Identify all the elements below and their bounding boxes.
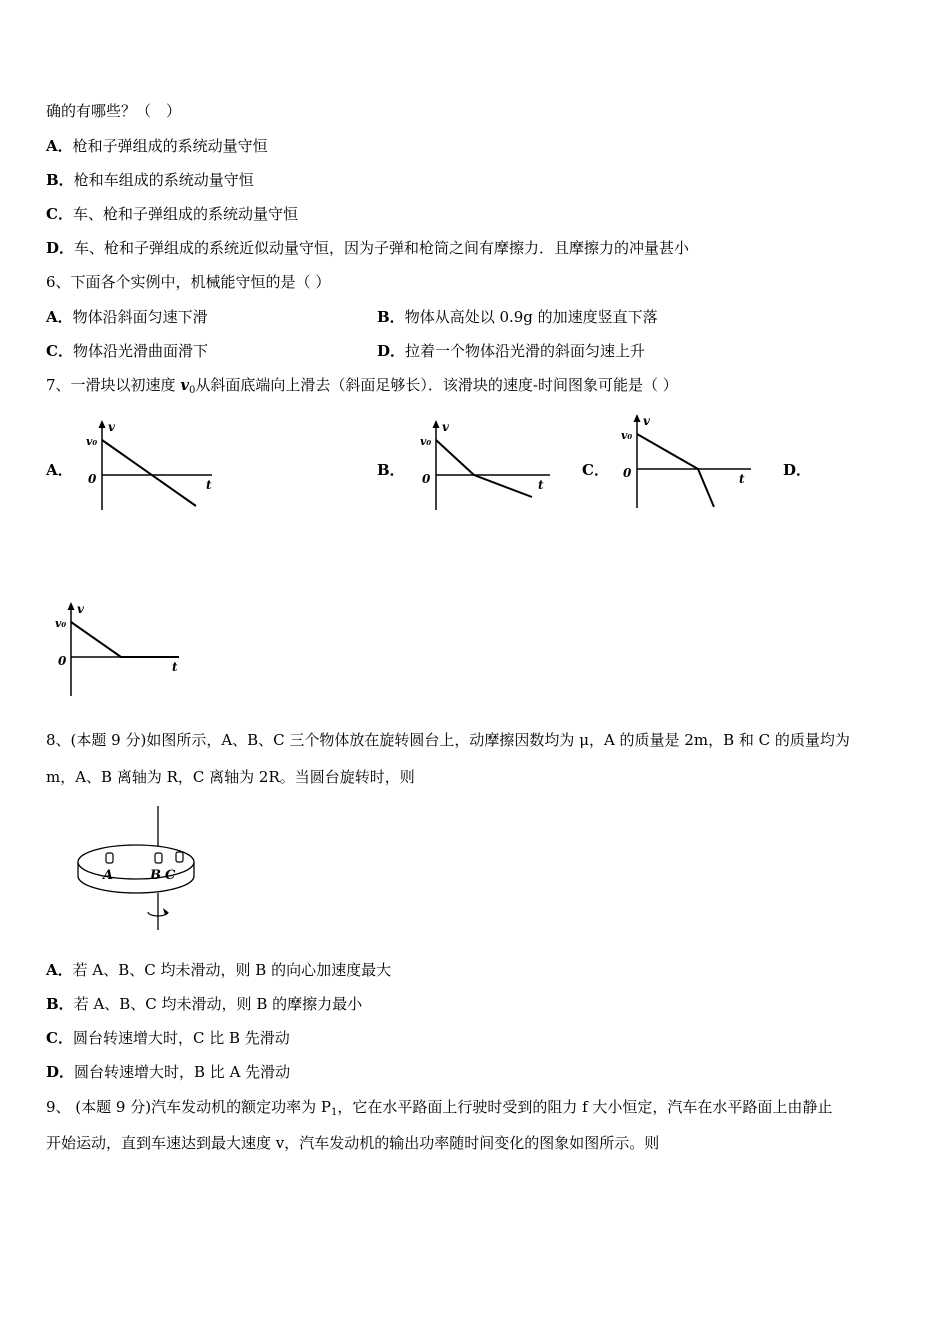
label-a: A xyxy=(103,868,114,883)
q6-option-b[interactable]: B．物体从高处以 0.9g 的加速度竖直下落 xyxy=(377,308,658,326)
axis-label-v: v xyxy=(442,420,449,434)
q7-graph-d[interactable] xyxy=(54,600,194,700)
q9-stem-line1: 9、 (本题 9 分)汽车发动机的额定功率为 $P_1$，它在水平路面上行驶时受到的阻力 f 大小恒定，汽车在水平路面上由静止 xyxy=(46,1098,833,1118)
q7-option-c-label[interactable]: C． xyxy=(582,461,609,479)
q7-graph-b[interactable] xyxy=(418,418,558,518)
label-origin: 0 xyxy=(88,472,97,486)
axis-label-t: t xyxy=(739,472,745,486)
label-origin: 0 xyxy=(422,472,431,486)
velocity-line xyxy=(637,434,714,507)
q6-stem: 6、下面各个实例中，机械能守恒的是（ ） xyxy=(46,273,331,291)
q6-option-d[interactable]: D．拉着一个物体沿光滑的斜面匀速上升 xyxy=(377,342,646,360)
q7-graph-c[interactable] xyxy=(619,412,759,512)
label-c: C xyxy=(165,868,176,883)
label-origin: 0 xyxy=(58,654,67,668)
label-v0: v₀ xyxy=(420,435,432,448)
q5-option-d[interactable]: D．车、枪和子弹组成的系统近似动量守恒，因为子弹和枪筒之间有摩擦力．且摩擦力的冲量甚小 xyxy=(46,239,690,257)
axis-label-t: t xyxy=(172,660,178,674)
y-axis-arrow-icon xyxy=(634,414,641,422)
label-b: B xyxy=(150,868,161,883)
velocity-line xyxy=(102,440,196,506)
axis-label-v: v xyxy=(643,414,650,428)
q8-option-d[interactable]: D．圆台转速增大时，B 比 A 先滑动 xyxy=(46,1063,291,1081)
q8-stem-line2: m，A、B 离轴为 R，C 离轴为 2R。当圆台旋转时，则 xyxy=(46,768,415,786)
label-origin: 0 xyxy=(623,466,632,480)
q7-option-b-label[interactable]: B． xyxy=(377,461,405,479)
velocity-line xyxy=(71,622,179,657)
q8-option-b[interactable]: B．若 A、B、C 均未滑动，则 B 的摩擦力最小 xyxy=(46,995,363,1013)
q7-stem: 7、一滑块以初速度 $v_0$从斜面底端向上滑去（斜面足够长）．该滑块的速度-时间图象可能是（ ） xyxy=(46,376,678,396)
q8-stem-line1: 8、(本题 9 分)如图所示，A、B、C 三个物体放在旋转圆台上，动摩擦因数均为 μ，A 的质量是 2m，B 和 C 的质量均为 xyxy=(46,731,850,749)
q5-option-b[interactable]: B．枪和车组成的系统动量守恒 xyxy=(46,171,254,189)
q6-option-a[interactable]: A．物体沿斜面匀速下滑 xyxy=(46,308,208,326)
q7-option-d-label[interactable]: D． xyxy=(783,461,812,479)
q5-option-a[interactable]: A．枪和子弹组成的系统动量守恒 xyxy=(46,137,268,155)
q8-option-a[interactable]: A．若 A、B、C 均未滑动，则 B 的向心加速度最大 xyxy=(46,961,392,979)
y-axis-arrow-icon xyxy=(433,420,440,428)
q8-option-c[interactable]: C．圆台转速增大时，C 比 B 先滑动 xyxy=(46,1029,290,1047)
label-v0: v₀ xyxy=(86,435,98,448)
label-v0: v₀ xyxy=(55,617,67,630)
y-axis-arrow-icon xyxy=(99,420,106,428)
label-v0: v₀ xyxy=(621,429,633,442)
q5-stem-tail: 确的有哪些？（ ） xyxy=(46,102,182,120)
axis-label-v: v xyxy=(77,602,84,616)
velocity-line xyxy=(436,440,532,497)
q6-option-c[interactable]: C．物体沿光滑曲面滑下 xyxy=(46,342,208,360)
axis-label-t: t xyxy=(206,478,212,492)
axis-label-v: v xyxy=(108,420,115,434)
axis-label-t: t xyxy=(538,478,544,492)
q8-turntable-figure xyxy=(44,804,204,934)
q9-stem-line2: 开始运动，直到车速达到最大速度 v，汽车发动机的输出功率随时间变化的图象如图所示。则 xyxy=(46,1134,660,1152)
q7-graph-a[interactable] xyxy=(84,418,224,518)
q7-option-a-label[interactable]: A． xyxy=(46,461,73,479)
y-axis-arrow-icon xyxy=(68,602,75,610)
q5-option-c[interactable]: C．车、枪和子弹组成的系统动量守恒 xyxy=(46,205,298,223)
